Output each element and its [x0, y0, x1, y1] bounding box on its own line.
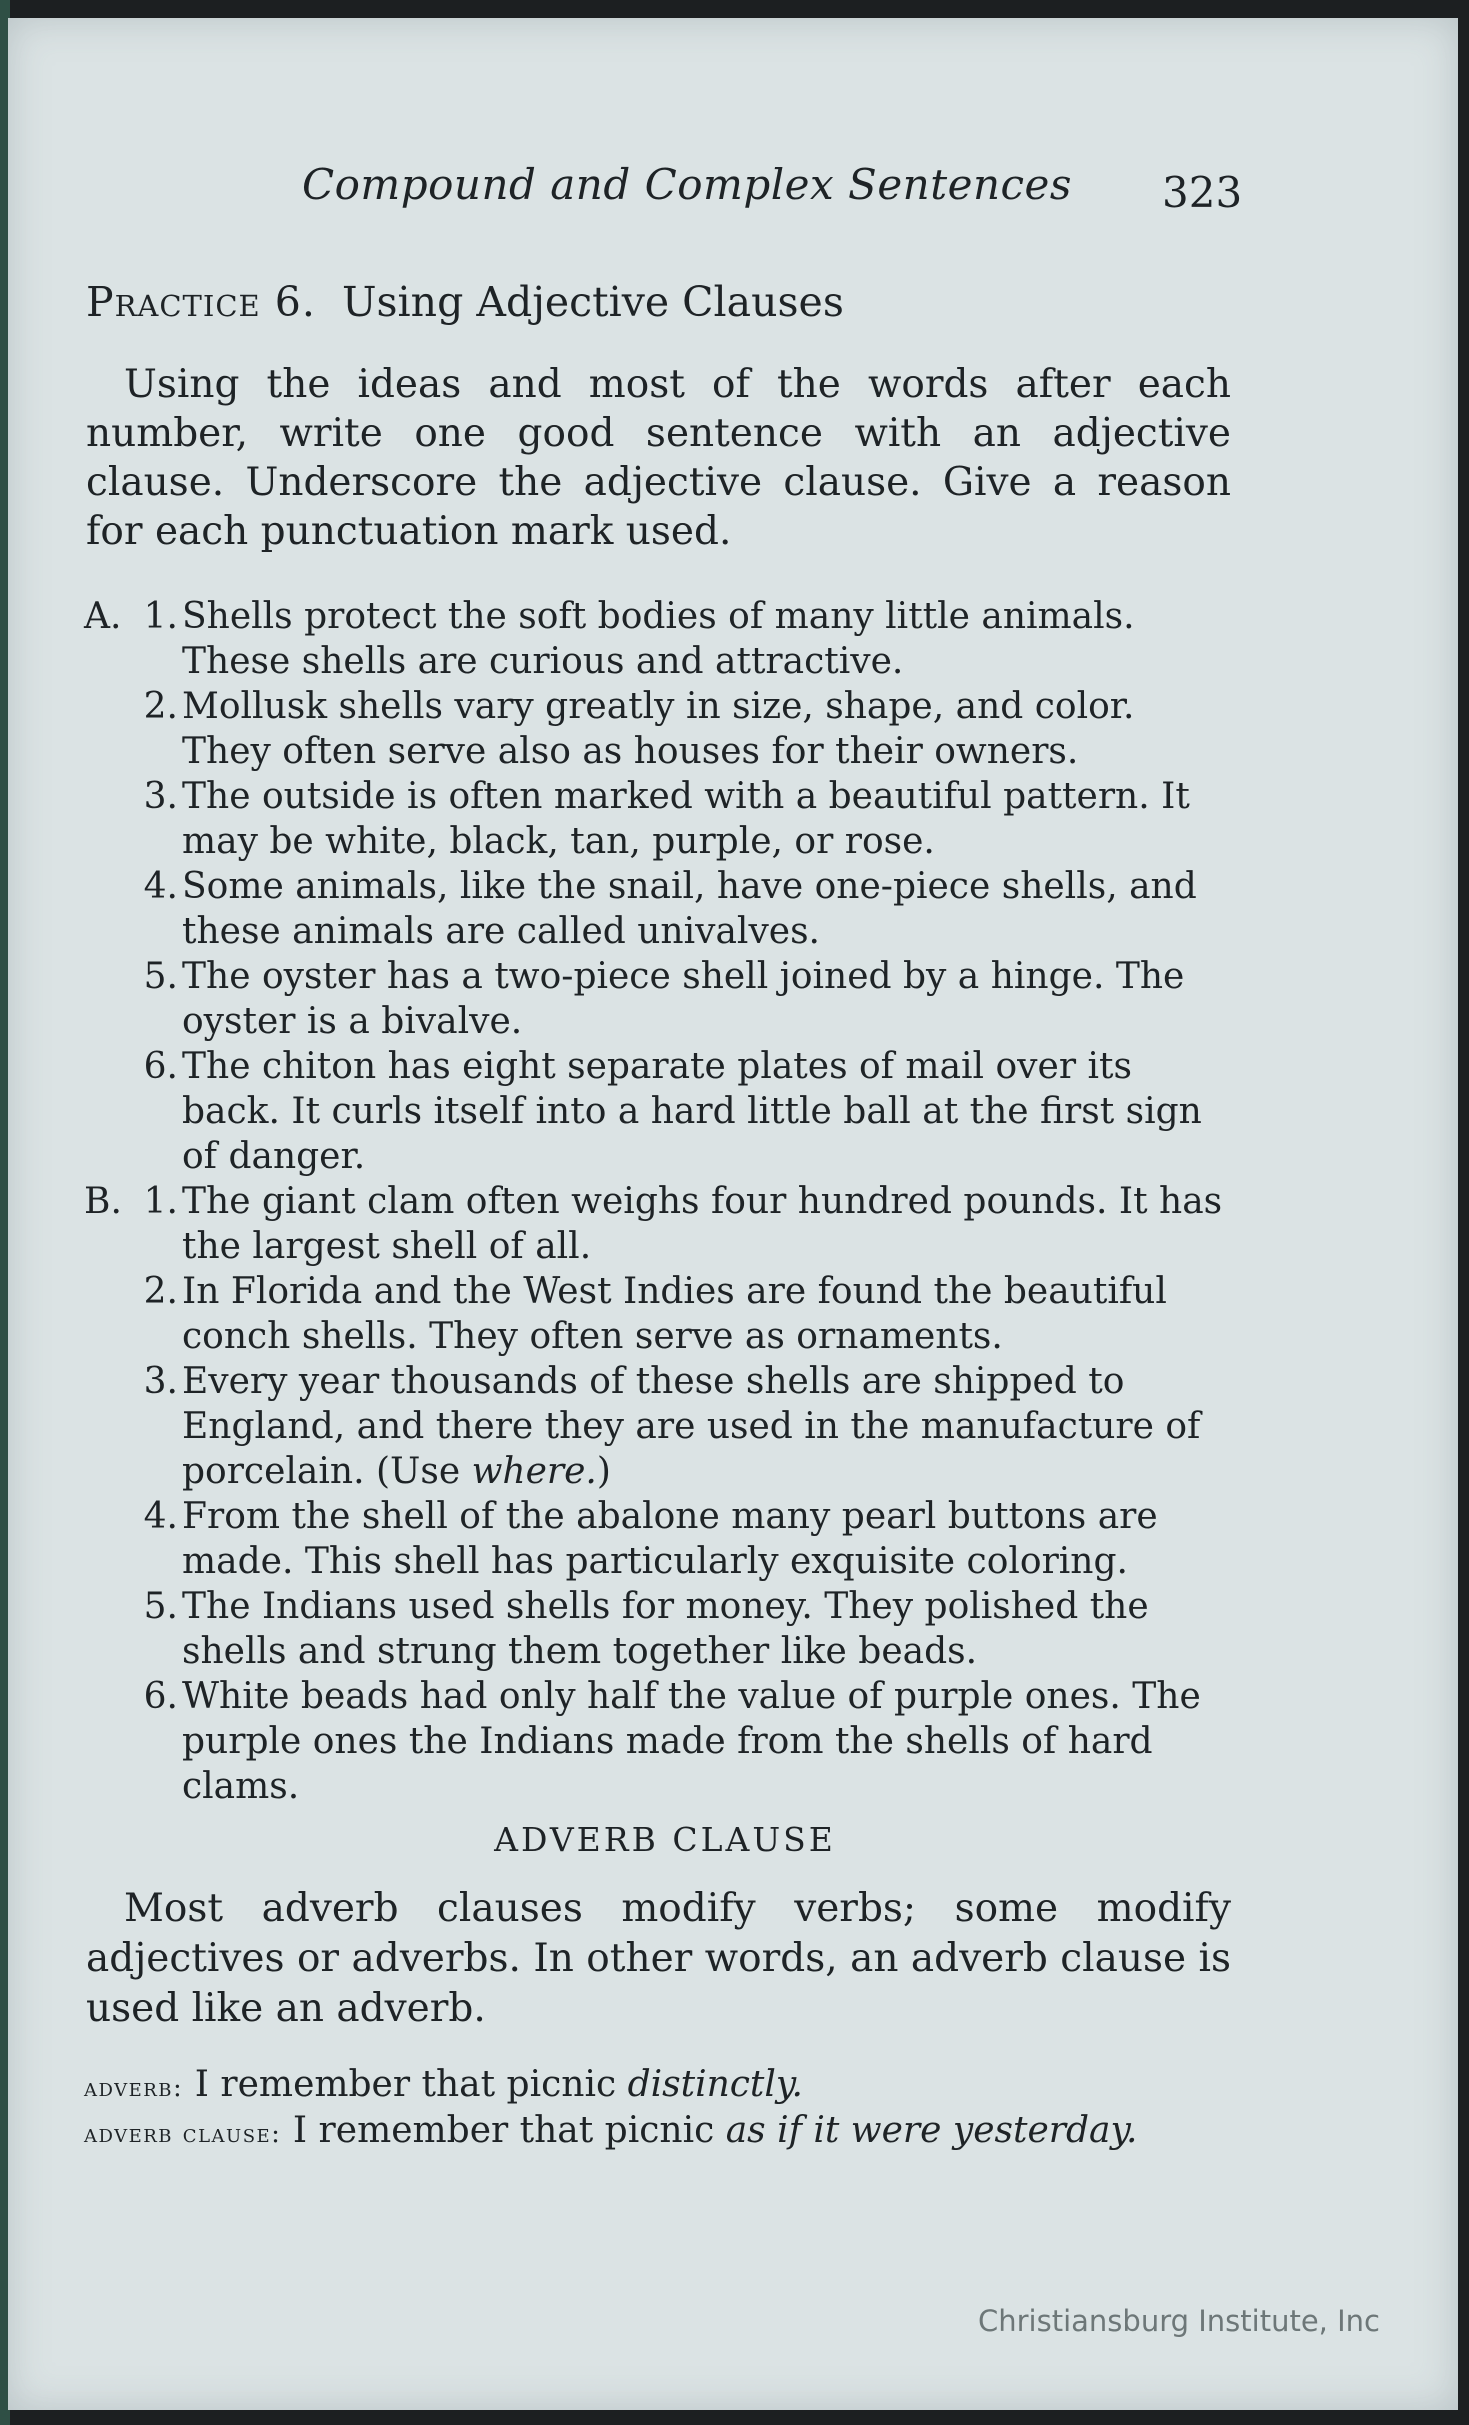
- example-italic: as if it were yesterday.: [725, 2110, 1138, 2151]
- practice-title: Using Adjective Clauses: [341, 278, 844, 326]
- list-item: [84, 1494, 1234, 1584]
- item-text: Shells protect the soft bodies of many little animals. These shells are curious and attractive.: [182, 596, 1135, 682]
- example-label: adverb:: [84, 2073, 184, 2103]
- item-number: 2.: [143, 1271, 178, 1312]
- practice-heading: [86, 278, 844, 326]
- example-adverb: [84, 2064, 803, 2105]
- item-text: The chiton has eight separate plates of mail over its back. It curls itself into a hard little ball at the first sign of danger.: [182, 1046, 1202, 1177]
- example-label: adverb clause:: [84, 2119, 282, 2149]
- item-number: 1.: [143, 596, 178, 637]
- item-number: 5.: [143, 956, 178, 997]
- list-item: [84, 684, 1234, 774]
- item-number: 2.: [143, 686, 178, 727]
- item-number: 5.: [143, 1586, 178, 1627]
- item-text: In Florida and the West Indies are found the beautiful conch shells. They often serve as ornaments.: [182, 1271, 1167, 1357]
- section-subheading: ADVERB CLAUSE: [494, 1820, 836, 1859]
- section-letter: B.: [84, 1181, 122, 1222]
- adverb-paragraph-text: Most adverb clauses modify verbs; some modify adjectives or adverbs. In other words, an adverb clause is used like an adverb.: [86, 1886, 1231, 2031]
- item-number: 4.: [143, 866, 178, 907]
- watermark: Christiansburg Institute, Inc: [978, 2304, 1380, 2338]
- list-item: [84, 1359, 1234, 1494]
- list-item: [84, 864, 1234, 954]
- list-item: [84, 1674, 1234, 1809]
- example-italic: distinctly.: [627, 2064, 803, 2105]
- item-text: From the shell of the abalone many pearl buttons are made. This shell has particularly exquisite coloring.: [182, 1496, 1158, 1582]
- instructions-text: Using the ideas and most of the words after each number, write one good sentence with an adjective clause. Underscore the adjective clause. Give a reason for each punctuation mark used.: [86, 362, 1231, 554]
- example-text: I remember that picnic: [292, 2110, 726, 2151]
- list-item: [84, 774, 1234, 864]
- section-letter: A.: [84, 596, 122, 637]
- item-text: Mollusk shells vary greatly in size, shape, and color. They often serve also as houses for their owners.: [182, 686, 1135, 772]
- item-number: 4.: [143, 1496, 178, 1537]
- item-text: The oyster has a two-piece shell joined by a hinge. The oyster is a bivalve.: [182, 956, 1185, 1042]
- item-text: The Indians used shells for money. They polished the shells and strung them together like beads.: [182, 1586, 1149, 1672]
- item-number: 6.: [143, 1676, 178, 1717]
- list-item: [84, 1044, 1234, 1179]
- instructions-paragraph: [86, 360, 1231, 556]
- item-text: Every year thousands of these shells are shipped to England, and there they are used in the manufacture of porcelain.: [182, 1361, 1201, 1492]
- item-text: White beads had only half the value of purple ones. The purple ones the Indians made from the shells of hard clams.: [182, 1676, 1201, 1807]
- example-adverb-clause: [84, 2110, 1137, 2151]
- item-number: 6.: [143, 1046, 178, 1087]
- item-text: Some animals, like the snail, have one-piece shells, and these animals are called univalves.: [182, 866, 1197, 952]
- item-number: 3.: [143, 1361, 178, 1402]
- example-text: I remember that picnic: [194, 2064, 628, 2105]
- list-item: [84, 1269, 1234, 1359]
- list-item: [84, 594, 1234, 684]
- item-hint: (Use where.): [375, 1451, 611, 1492]
- item-number: 3.: [143, 776, 178, 817]
- practice-label: Practice 6.: [86, 278, 316, 326]
- list-item: [84, 1179, 1234, 1269]
- item-text: The giant clam often weighs four hundred pounds. It has the largest shell of all.: [182, 1181, 1223, 1267]
- exercise-list: [84, 594, 1234, 1809]
- page-number: 323: [1162, 168, 1243, 217]
- list-item: [84, 954, 1234, 1044]
- item-number: 1.: [143, 1181, 178, 1222]
- list-item: [84, 1584, 1234, 1674]
- item-text: The outside is often marked with a beautiful pattern. It may be white, black, tan, purple, or rose.: [182, 776, 1190, 862]
- adverb-paragraph: [86, 1884, 1231, 2034]
- running-head: Compound and Complex Sentences: [302, 160, 1072, 209]
